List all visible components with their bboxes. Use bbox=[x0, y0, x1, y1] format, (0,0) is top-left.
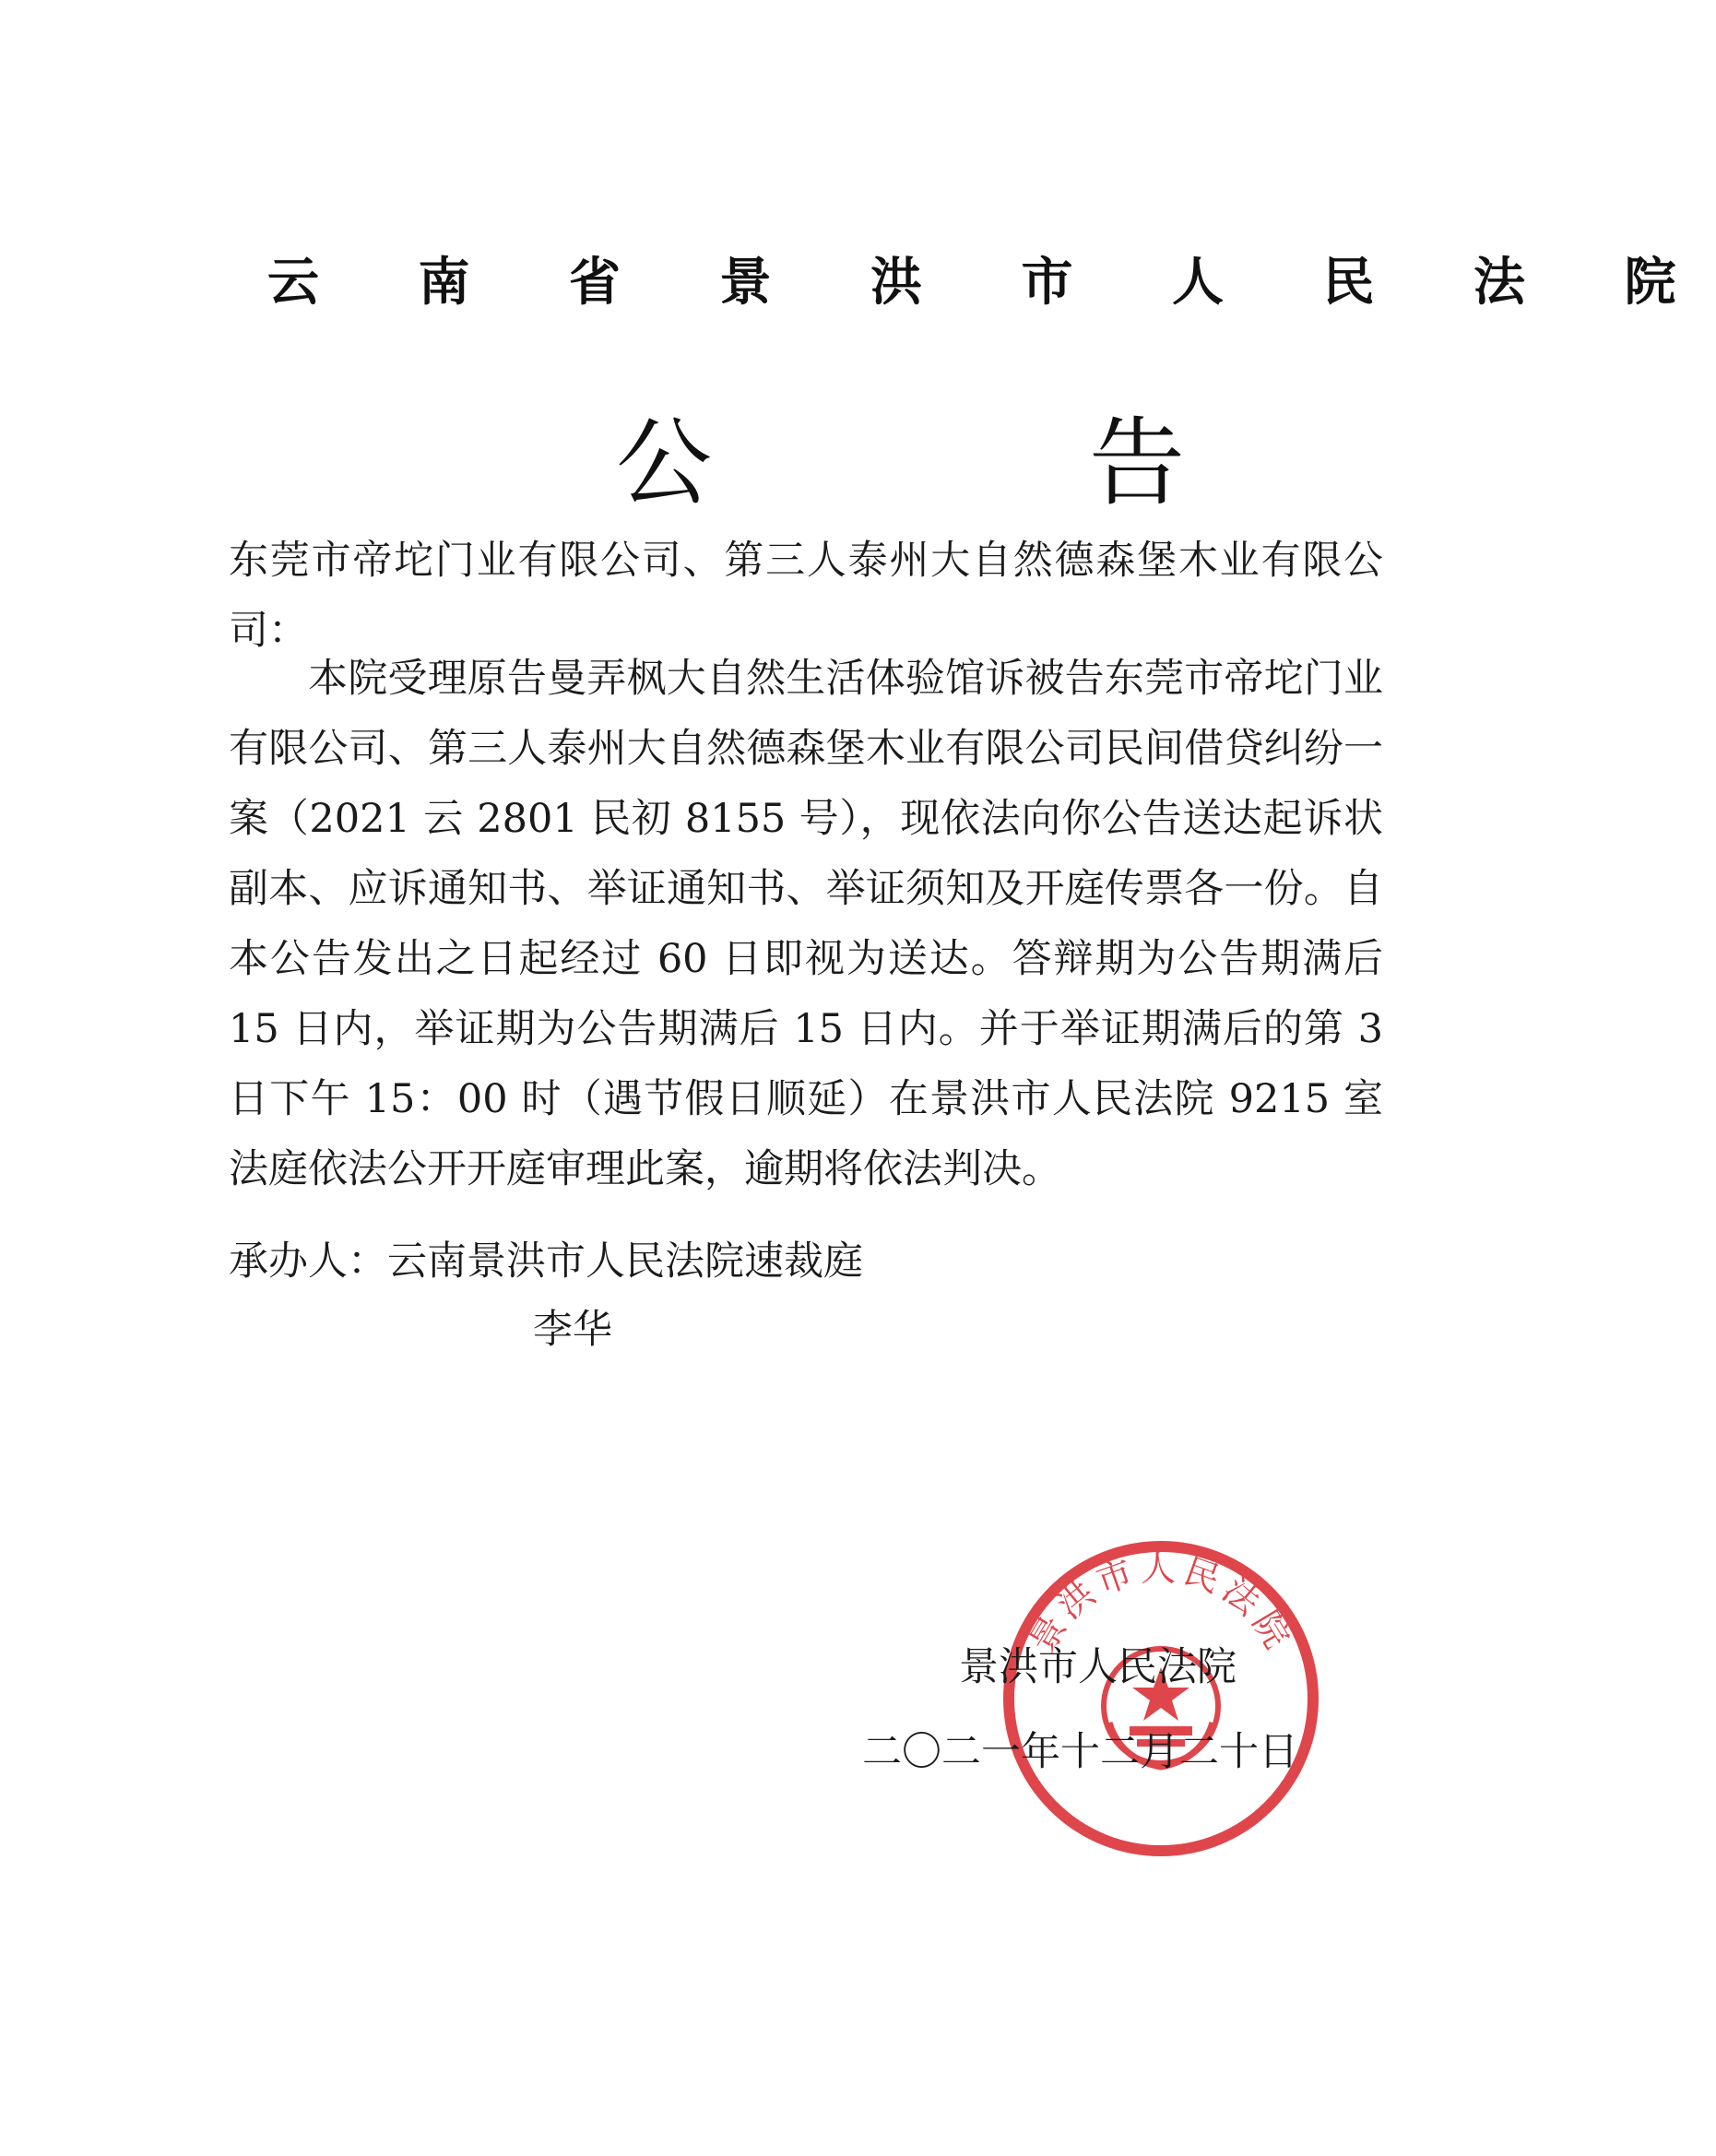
announcement-body: 本院受理原告曼弄枫大自然生活体验馆诉被告东莞市帝坨门业有限公司、第三人泰州大自然德森堡木业有限公司民间借贷纠纷一案（2021 云 2801 民初 8155 号），现依法向你公告送达起诉状副本、应诉通知书、举证通知书、举证须知及开庭传票各一份。自本公告发出之日起经过 60 日即视为送达。答辩期为公告期满后 15 日内，举证期为公告期满后 15 日内。并于举证期满后的第 3 日下午 15：00 时（遇节假日顺延）在景洪市人民法院 9215 室法庭依法公开开庭审理此案，逾期将依法判决。 bbox=[229, 656, 1383, 1192]
handler-name: 李华 bbox=[533, 1307, 612, 1353]
signature-date: 二〇二一年十二月二十日 bbox=[862, 1729, 1298, 1775]
court-name: 云 南 省 景 洪 市 人 民 法 院 bbox=[267, 253, 1716, 313]
seal-text: 景洪市人民法院 bbox=[1021, 1548, 1301, 1660]
signature-court: 景洪市人民法院 bbox=[959, 1644, 1237, 1690]
addressee: 东莞市帝坨门业有限公司、第三人泰州大自然德森堡木业有限公司： bbox=[229, 538, 1383, 654]
document-title: 公 告 bbox=[616, 407, 1359, 519]
handler-label: 承办人：云南景洪市人民法院速裁庭 bbox=[229, 1238, 863, 1285]
